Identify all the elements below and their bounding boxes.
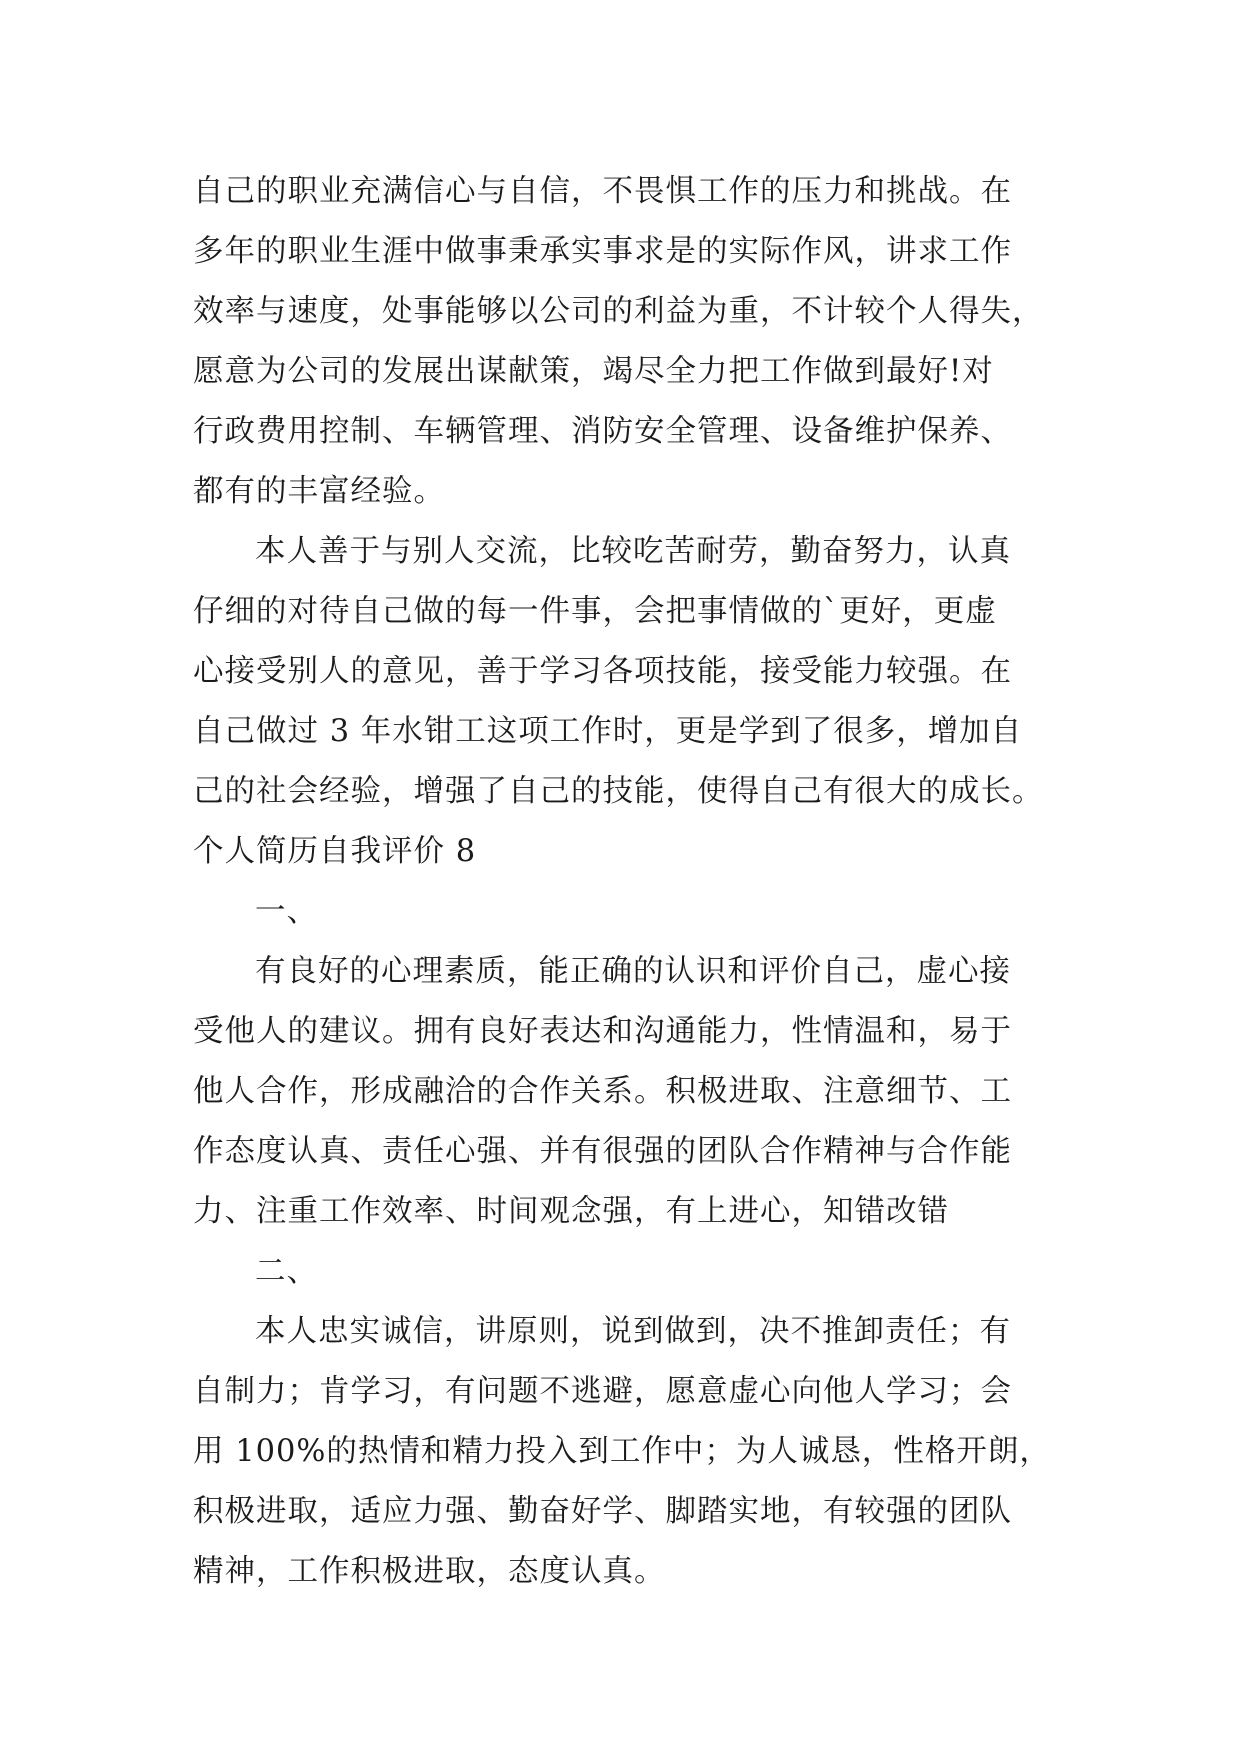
text-line: 行政费用控制、车辆管理、消防安全管理、设备维护保养、 [193, 414, 1012, 449]
text-line: 心接受别人的意见，善于学习各项技能，接受能力较强。在 [193, 654, 1012, 689]
text-line: 自己做过 3 年水钳工这项工作时，更是学到了很多，增加自 [193, 714, 1023, 749]
text-line: 愿意为公司的发展出谋献策，竭尽全力把工作做到最好!对 [193, 354, 994, 389]
text-line: 仔细的对待自己做的每一件事，会把事情做的`更好，更虚 [193, 594, 997, 629]
text-line: 积极进取，适应力强、勤奋好学、脚踏实地，有较强的团队 [193, 1494, 1012, 1529]
text-line: 力、注重工作效率、时间观念强，有上进心，知错改错 [193, 1194, 949, 1229]
text-line: 他人合作，形成融洽的合作关系。积极进取、注意细节、工 [193, 1074, 1012, 1109]
text-line: 作态度认真、责任心强、并有很强的团队合作精神与合作能 [193, 1134, 1012, 1169]
text-line: 精神，工作积极进取，态度认真。 [193, 1554, 666, 1589]
text-line: 本人忠实诚信，讲原则，说到做到，决不推卸责任；有 [255, 1314, 1011, 1349]
document-body [193, 162, 1063, 1602]
text-line: 有良好的心理素质，能正确的认识和评价自己，虚心接 [255, 954, 1011, 989]
text-line: 本人善于与别人交流，比较吃苦耐劳，勤奋努力，认真 [255, 534, 1011, 569]
text-line: 己的社会经验，增强了自己的技能，使得自己有很大的成长。 [193, 774, 1044, 809]
text-line: 二、 [255, 1254, 318, 1289]
text-line: 自制力；肯学习，有问题不逃避，愿意虚心向他人学习；会 [193, 1374, 1012, 1409]
text-line: 个人简历自我评价 8 [193, 834, 477, 869]
text-line: 受他人的建议。拥有良好表达和沟通能力，性情温和，易于 [193, 1014, 1012, 1049]
text-line: 用 100%的热情和精力投入到工作中；为人诚恳，性格开朗， [193, 1434, 1051, 1469]
text-line: 一、 [255, 894, 318, 929]
text-line: 都有的丰富经验。 [193, 474, 445, 509]
text-line: 自己的职业充满信心与自信，不畏惧工作的压力和挑战。在 [193, 174, 1012, 209]
text-line: 效率与速度，处事能够以公司的利益为重，不计较个人得失， [193, 294, 1044, 329]
text-line: 多年的职业生涯中做事秉承实事求是的实际作风，讲求工作 [193, 234, 1012, 269]
